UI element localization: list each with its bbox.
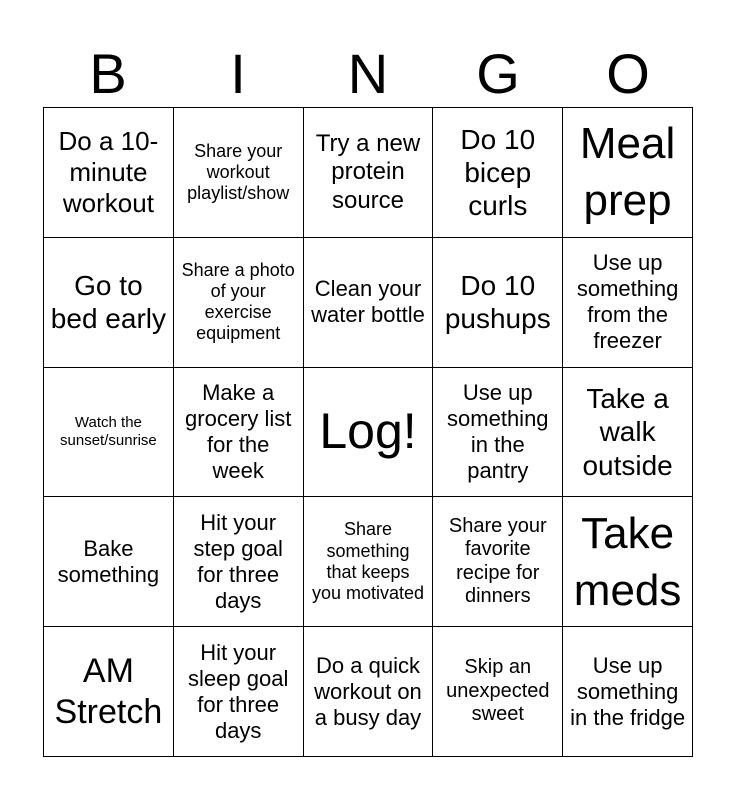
bingo-cell-r4-c3[interactable]	[304, 497, 434, 627]
header-letter-i: I	[230, 42, 246, 105]
bingo-cell-r1-c4[interactable]	[433, 108, 563, 238]
bingo-cell-r2-c2[interactable]	[174, 238, 304, 368]
bingo-cell-r5-c4[interactable]	[433, 627, 563, 757]
cell-text: Hit your sleep goal for three days	[188, 639, 289, 743]
cell-text: Use up something from the freezer	[576, 250, 679, 354]
bingo-cell-r2-c4[interactable]	[433, 238, 563, 368]
bingo-cell-r3-c1[interactable]	[44, 368, 174, 498]
cell-text: Bake something	[57, 535, 160, 587]
bingo-cell-r1-c2[interactable]	[174, 108, 304, 238]
cell-text: Take a walk outside	[582, 383, 673, 481]
bingo-cell-r4-c5[interactable]	[563, 497, 693, 627]
bingo-cell-r1-c5[interactable]	[563, 108, 693, 238]
header-letter-g: G	[476, 42, 520, 105]
cell-text: Hit your step goal for three days	[193, 509, 283, 613]
cell-text: Go to bed early	[50, 270, 166, 335]
bingo-cell-r3-c2[interactable]	[174, 368, 304, 498]
cell-text: Clean your water bottle	[311, 276, 425, 328]
header-letter-o: O	[606, 42, 650, 105]
cell-text: Log!	[319, 403, 417, 460]
cell-text: Do a quick workout on a busy day	[314, 652, 422, 730]
bingo-cell-r2-c5[interactable]	[563, 238, 693, 368]
cell-text: Do 10 pushups	[444, 270, 551, 335]
cell-text: Share your workout playlist/show	[187, 140, 290, 204]
bingo-cell-r2-c1[interactable]	[44, 238, 174, 368]
cell-text: Do 10 bicep curls	[460, 123, 536, 221]
bingo-cell-r4-c1[interactable]	[44, 497, 174, 627]
header-letter-n: N	[347, 42, 389, 105]
bingo-cell-r2-c3[interactable]	[304, 238, 434, 368]
bingo-cell-r5-c3[interactable]	[304, 627, 434, 757]
cell-text: Watch the sunset/sunrise	[60, 414, 157, 449]
bingo-cell-r4-c2[interactable]	[174, 497, 304, 627]
cell-text: Skip an unexpected sweet	[446, 656, 550, 726]
bingo-cell-r5-c5[interactable]	[563, 627, 693, 757]
header-letter-b: B	[89, 42, 127, 105]
bingo-cell-r1-c1[interactable]	[44, 108, 174, 238]
cell-text: Use up something in the pantry	[447, 380, 549, 483]
bingo-cell-r5-c1[interactable]	[44, 627, 174, 757]
cell-text: Share a photo of your exercise equipment	[181, 259, 295, 344]
cell-text: Do a 10-minute workout	[58, 126, 159, 218]
bingo-board	[43, 107, 693, 757]
cell-text: Try a new protein source	[315, 129, 421, 214]
cell-text: Meal prep	[579, 119, 676, 226]
bingo-cell-r3-c5[interactable]	[563, 368, 693, 498]
bingo-cell-r3-c4[interactable]	[433, 368, 563, 498]
bingo-cell-r5-c2[interactable]	[174, 627, 304, 757]
bingo-cell-r4-c4[interactable]	[433, 497, 563, 627]
cell-text: AM Stretch	[54, 652, 163, 731]
cell-text: Share your favorite recipe for dinners	[448, 514, 547, 608]
bingo-cell-r1-c3[interactable]	[304, 108, 434, 238]
cell-text: Make a grocery list for the week	[185, 380, 292, 483]
cell-text: Take meds	[573, 508, 682, 615]
cell-text: Use up something in the fridge	[570, 652, 686, 730]
bingo-cell-r3-c3[interactable]	[304, 368, 434, 498]
cell-text: Share something that keeps you motivated	[311, 519, 425, 604]
bingo-header	[43, 40, 693, 108]
